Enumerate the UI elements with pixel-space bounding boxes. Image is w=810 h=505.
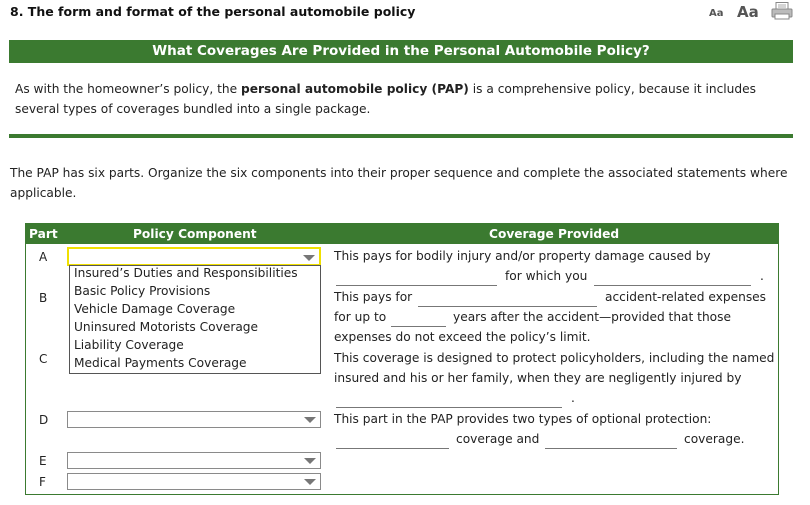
dropdown-option[interactable]: Liability Coverage (74, 338, 184, 352)
component-select-e[interactable] (67, 452, 321, 469)
coverage-a-blank1[interactable] (336, 271, 497, 286)
coverage-b-line1-end: accident-related expenses (605, 290, 767, 304)
header-part: Part (29, 227, 58, 241)
font-decrease-button[interactable]: Aa (709, 8, 724, 19)
coverage-d-line2-mid: coverage and (456, 432, 540, 446)
intro-text-end: is a comprehensive policy, because it includes several types of coverages bundled into a single package. (15, 82, 756, 116)
coverage-d-blank1[interactable] (336, 434, 449, 449)
instructions: The PAP has six parts. Organize the six components into their proper sequence and complete the associated statements where applicable. (10, 166, 788, 200)
header-component: Policy Component (133, 227, 257, 241)
coverage-c-period: . (571, 391, 575, 405)
coverage-a-blank2[interactable] (594, 271, 751, 286)
dropdown-option[interactable]: Vehicle Damage Coverage (74, 302, 236, 316)
part-label-e: E (39, 454, 47, 468)
coverage-c-blank[interactable] (336, 393, 562, 408)
coverage-b-blank1[interactable] (418, 292, 597, 307)
coverage-b-line1-start: This pays for (334, 290, 413, 304)
coverage-a-line2-mid: for which you (505, 269, 588, 283)
coverage-a-period: . (760, 269, 764, 283)
intro-paragraph (15, 79, 785, 119)
component-select-f[interactable] (67, 473, 321, 490)
coverage-d-blank2[interactable] (545, 434, 677, 449)
print-icon[interactable] (771, 2, 793, 20)
part-label-b: B (39, 291, 48, 305)
part-label-d: D (39, 413, 49, 427)
part-label-f: F (39, 475, 46, 489)
component-dropdown-list (69, 265, 321, 374)
coverage-b-blank2[interactable] (391, 312, 446, 327)
question-title: 8. The form and format of the personal automobile policy (10, 4, 416, 19)
coverage-d-line1: This part in the PAP provides two types of optional protection: (334, 412, 712, 426)
coverage-b-line2-start: for up to (334, 310, 387, 324)
dropdown-option[interactable]: Uninsured Motorists Coverage (74, 320, 259, 334)
section-divider (9, 134, 793, 138)
intro-text-start: As with the homeowner’s policy, the (15, 82, 241, 96)
component-select-a[interactable] (67, 247, 321, 266)
coverage-d-line2-end: coverage. (684, 432, 745, 446)
coverage-c-line2: insured and his or her family, when they are negligently injured by (334, 371, 742, 385)
dropdown-option[interactable]: Basic Policy Provisions (74, 284, 211, 298)
coverage-b-line2-end: years after the accident—provided that those (453, 310, 731, 324)
part-label-a: A (39, 250, 48, 264)
coverage-c-line1: This coverage is designed to protect policyholders, including the named (334, 351, 775, 365)
coverage-b-line3: expenses do not exceed the policy’s limit. (334, 330, 591, 344)
chevron-down-icon (304, 479, 316, 485)
coverage-a-line1: This pays for bodily injury and/or property damage caused by (334, 249, 711, 263)
section-banner: What Coverages Are Provided in the Personal Automobile Policy? (9, 40, 793, 63)
part-label-c: C (39, 352, 48, 366)
header-coverage: Coverage Provided (489, 227, 620, 241)
font-increase-button[interactable]: Aa (737, 3, 759, 21)
dropdown-option[interactable]: Medical Payments Coverage (74, 356, 247, 370)
dropdown-option[interactable]: Insured’s Duties and Responsibilities (74, 266, 298, 280)
component-select-d[interactable] (67, 411, 321, 428)
chevron-down-icon (304, 417, 316, 423)
chevron-down-icon (303, 255, 315, 261)
intro-bold-term: personal automobile policy (PAP) (240, 82, 469, 96)
chevron-down-icon (304, 458, 316, 464)
